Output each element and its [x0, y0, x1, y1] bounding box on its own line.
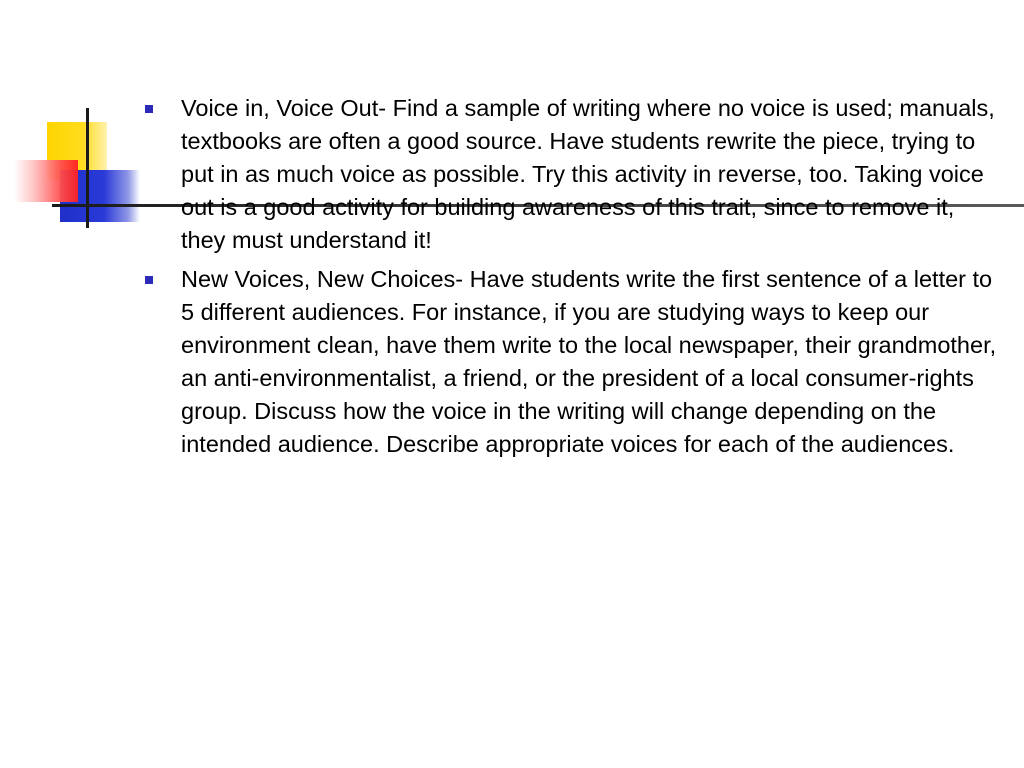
bullet-list [140, 92, 1000, 461]
bullet-text: New Voices, New Choices- Have students write the first sentence of a letter to 5 different audiences. For instance, if you are studying ways to keep our environment clean, have them write to the local newspaper, their grandmother, an anti-environmentalist, a friend, or the president of a local consumer-rights group. Discuss how the voice in the writing will change depending on the intended audience. Describe appropriate voices for each of the audiences. [181, 266, 997, 457]
red-square [14, 160, 78, 202]
slide-body [140, 92, 1000, 467]
bullet-item-new-voices-new-choices [140, 263, 1000, 461]
bullet-text: Voice in, Voice Out- Find a sample of writing where no voice is used; manuals, textbooks are often a good source. Have students rewrite the piece, trying to put in as much voice as possible. Try this activity in reverse, too. Taking voice out is a good activity for building awareness of this trait, since to remove it, they must understand it! [181, 95, 995, 253]
square-bullet-icon [145, 105, 153, 113]
bullet-item-voice-in-voice-out [140, 92, 1000, 257]
vertical-rule [86, 108, 89, 228]
square-bullet-icon [145, 276, 153, 284]
